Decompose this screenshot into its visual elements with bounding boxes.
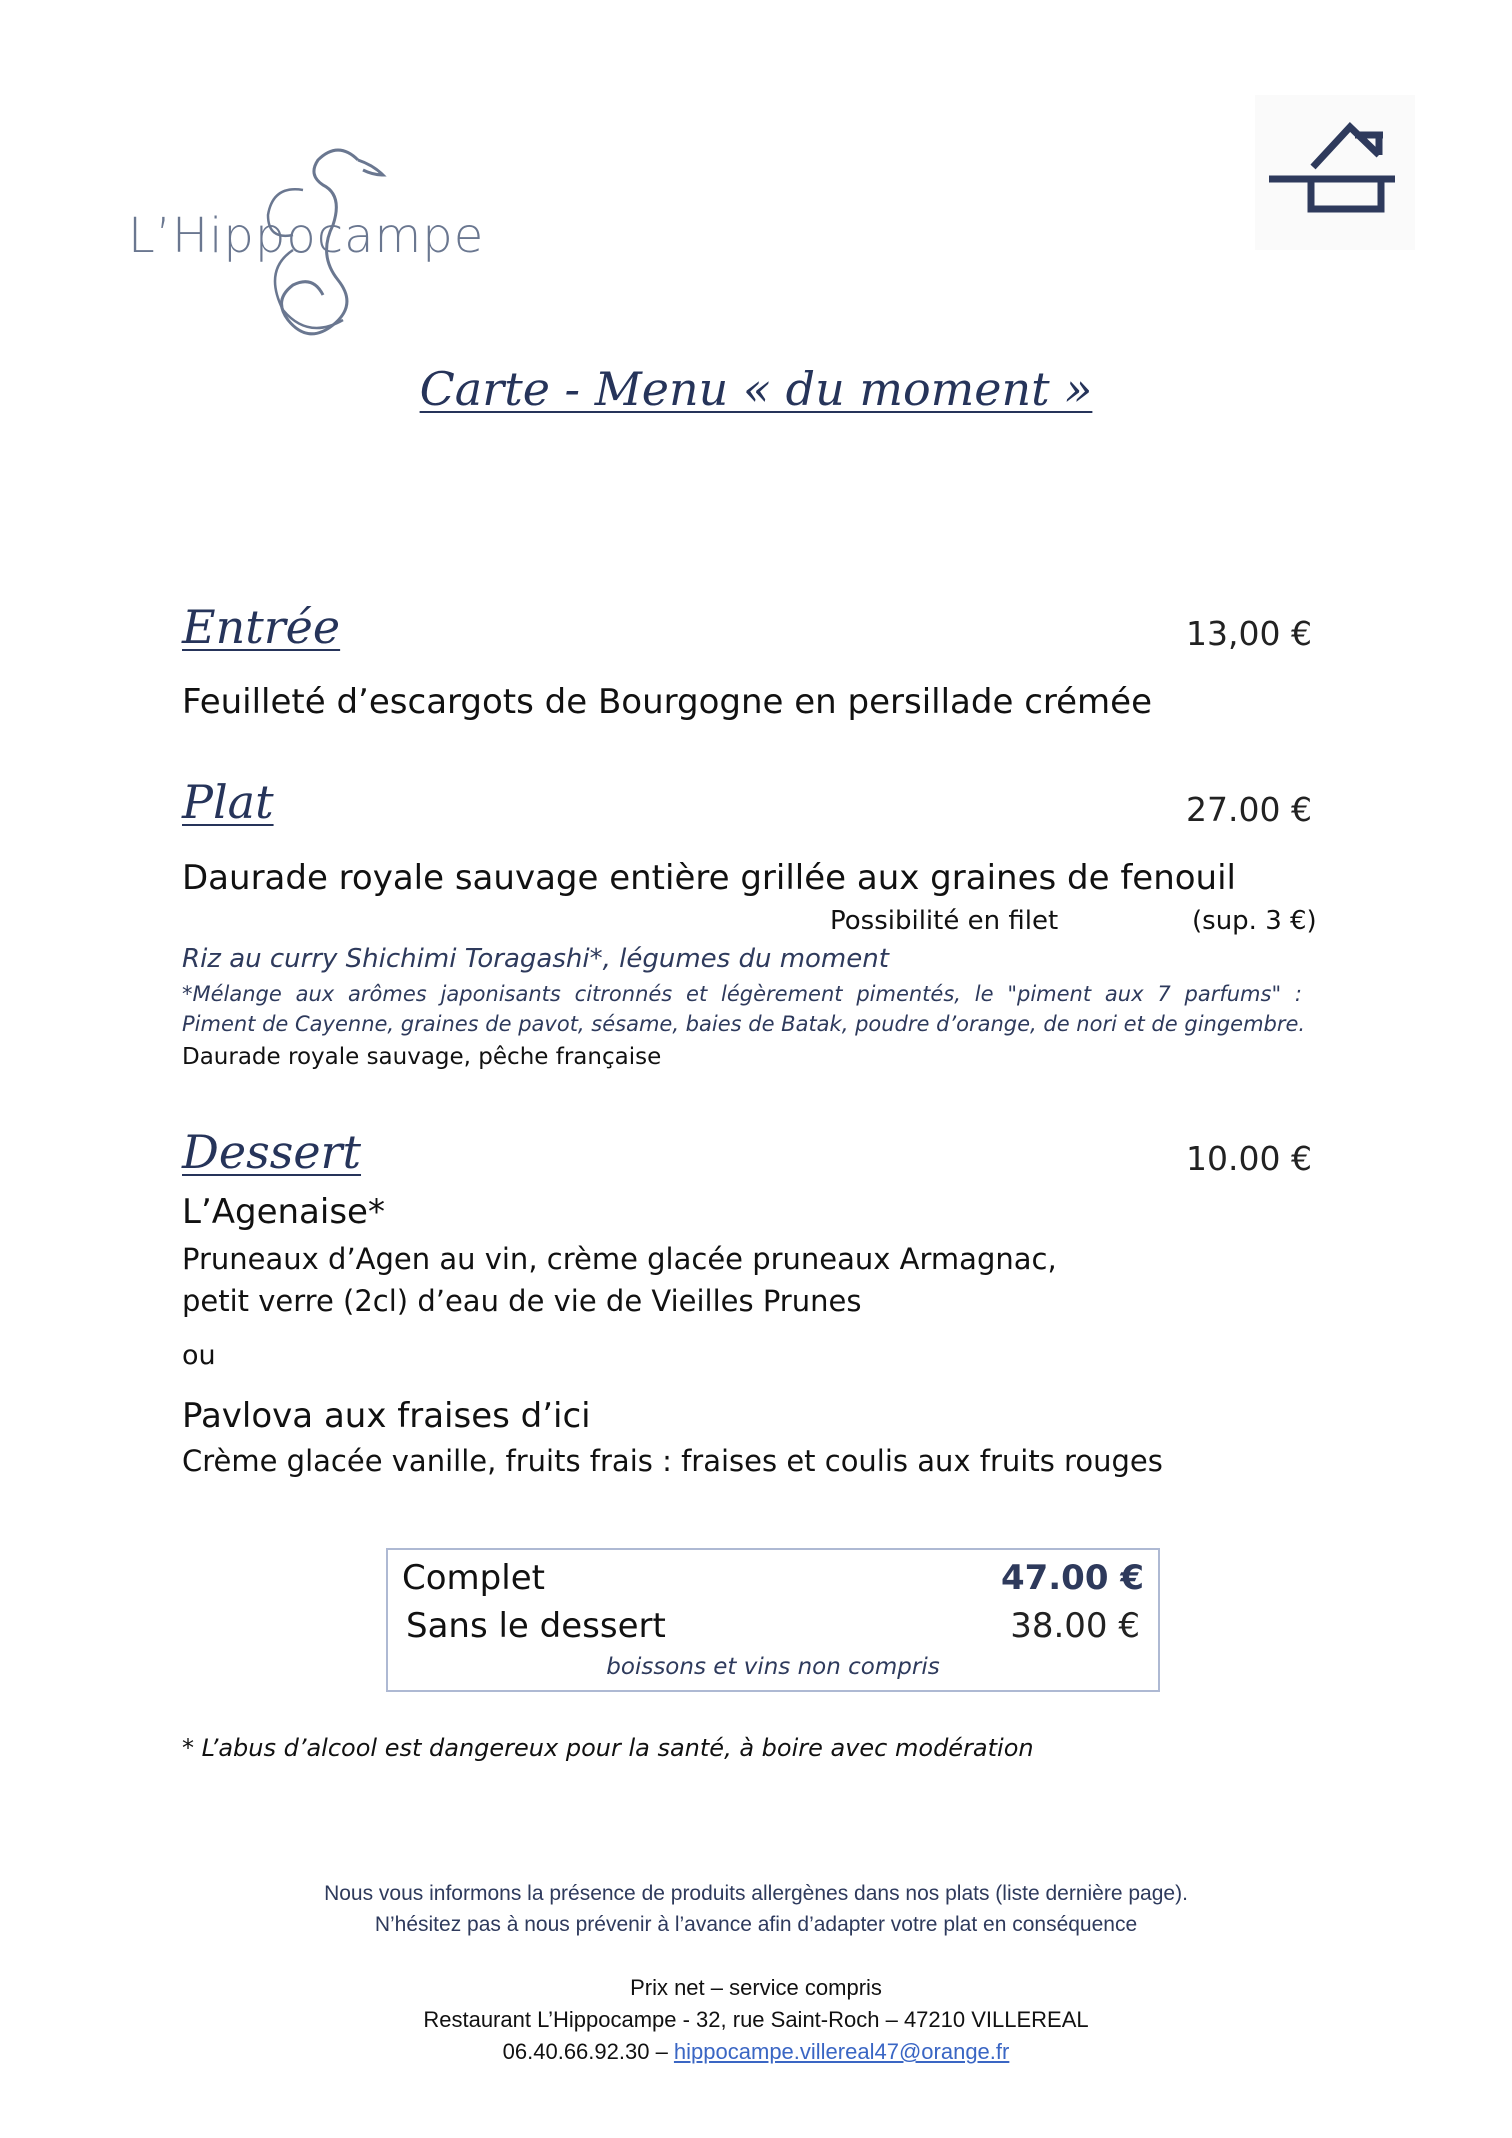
contact-line [0,2039,1512,2065]
dessert-option1-line1: Pruneaux d’Agen au vin, crème glacée pruneaux Armagnac, [182,1242,1057,1276]
logo-text: L’Hippocampe [128,208,485,264]
allergen-line1: Nous vous informons la présence de produits allergènes dans nos plats (liste dernière page). [324,1882,1188,1905]
entree-price: 13,00 € [1186,614,1312,653]
phone-number: 06.40.66.92.30 – [502,2039,674,2064]
dessert-option2-line1: Crème glacée vanille, fruits frais : fraises et coulis aux fruits rouges [182,1444,1163,1478]
logo [128,130,508,350]
sans-dessert-label: Sans le dessert [406,1606,666,1646]
complet-price: 47.00 € [1000,1558,1144,1598]
plat-price: 27.00 € [1186,790,1312,829]
plat-side: Riz au curry Shichimi Toragashi*, légumes du moment [182,944,889,974]
alcohol-warning: * L’abus d’alcool est dangereux pour la santé, à boire avec modération [182,1734,1034,1762]
plat-dish: Daurade royale sauvage entière grillée aux graines de fenouil [182,858,1236,898]
email-link[interactable]: hippocampe.villereal47@orange.fr [673,2039,1010,2064]
dessert-price: 10.00 € [1186,1139,1312,1178]
prix-net: Prix net – service compris [630,1975,882,2000]
summary-note: boissons et vins non compris [606,1654,940,1680]
allergen-line2: N’hésitez pas à nous prévenir à l’avance afin d’adapter votre plat en conséquence [374,1913,1138,1936]
house-icon [1255,95,1415,250]
sans-dessert-price: 38.00 € [1010,1606,1140,1646]
restaurant-address: Restaurant L’Hippocampe - 32, rue Saint-Roch – 47210 VILLEREAL [423,2007,1089,2032]
dessert-option2-name: Pavlova aux fraises d’ici [182,1396,591,1436]
dessert-separator: ou [182,1340,216,1371]
plat-heading: Plat [182,775,274,829]
dessert-option1-name: L’Agenaise* [182,1192,385,1232]
dessert-heading: Dessert [182,1125,362,1179]
complet-label: Complet [402,1558,545,1598]
plat-origin: Daurade royale sauvage, pêche française [182,1044,662,1070]
plat-option-price: (sup. 3 €) [1192,906,1317,936]
page-title: Carte - Menu « du moment » [419,362,1093,416]
entree-dish: Feuilleté d’escargots de Bourgogne en persillade crémée [182,682,1152,722]
plat-note-line2: Piment de Cayenne, graines de pavot, sésame, baies de Batak, poudre d’orange, de nori et de gingembre. [182,1012,1306,1036]
entree-heading: Entrée [182,600,341,654]
plat-option: Possibilité en filet [830,906,1059,936]
plat-note-line1: *Mélange aux arômes japonisants citronnés et légèrement pimentés, le "piment aux 7 parfums" : [182,982,1302,1006]
price-summary-box [386,1548,1160,1692]
dessert-option1-line2: petit verre (2cl) d’eau de vie de Vieilles Prunes [182,1284,862,1318]
